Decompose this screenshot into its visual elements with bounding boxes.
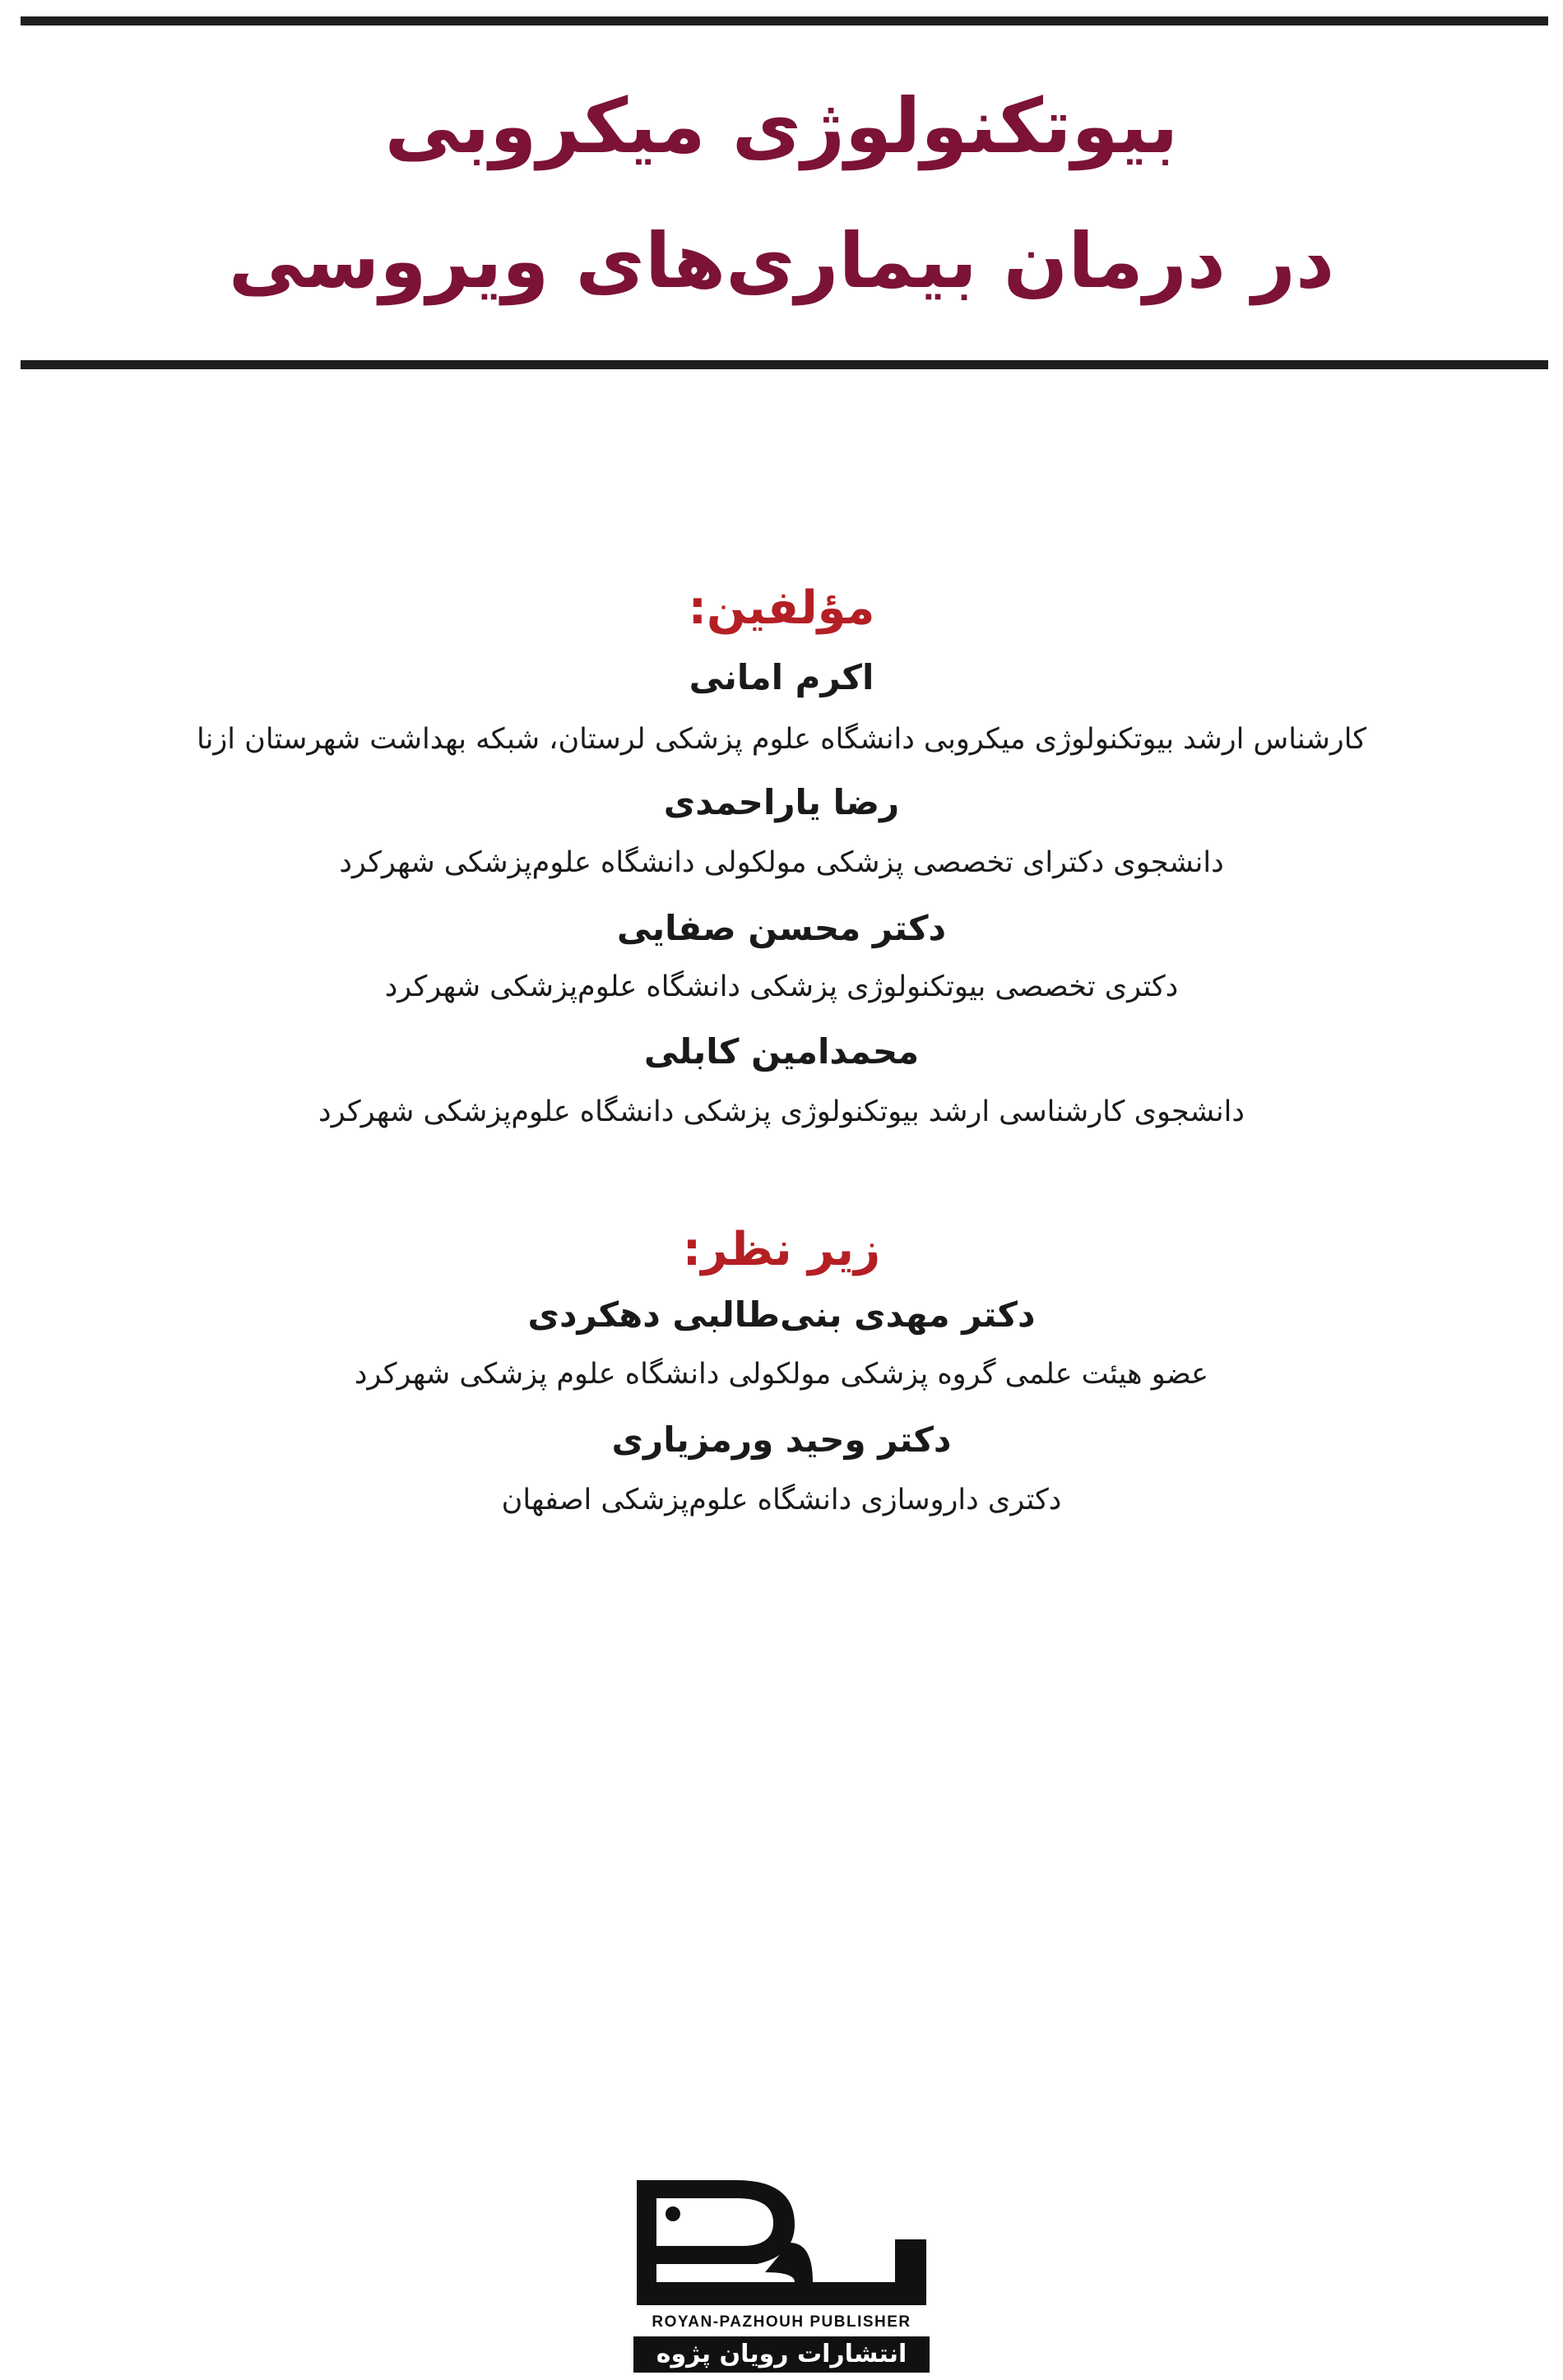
author-name: دکتر محسن صفایی bbox=[616, 908, 947, 948]
supervisor-name: دکتر وحید ورمزیاری bbox=[611, 1419, 952, 1460]
author-affiliation: دکتری تخصصی بیوتکنولوژی پزشکی دانشگاه علوم‌پزشکی شهرکرد bbox=[384, 970, 1179, 1003]
publisher-logo bbox=[633, 2175, 930, 2373]
author-affiliation: کارشناس ارشد بیوتکنولوژی میکروبی دانشگاه علوم پزشکی لرستان، شبکه بهداشت شهرستان ازنا bbox=[196, 723, 1367, 756]
supervisors-heading: زیر نظر: bbox=[682, 1223, 881, 1276]
author-affiliation: دانشجوی دکترای تخصصی پزشکی مولکولی دانشگاه علوم‌پزشکی شهرکرد bbox=[339, 846, 1224, 879]
author-name: محمدامین کابلی bbox=[643, 1031, 920, 1072]
book-title-line-1: بیوتکنولوژی میکروبی bbox=[384, 82, 1179, 170]
publisher-name-persian: انتشارات رویان پژوه bbox=[633, 2336, 930, 2373]
top-divider bbox=[21, 16, 1548, 25]
bottom-divider bbox=[21, 360, 1548, 369]
royan-pazhouh-logo-icon bbox=[633, 2175, 930, 2307]
author-name: اکرم امانی bbox=[689, 657, 874, 697]
authors-heading: مؤلفین: bbox=[688, 581, 875, 635]
publisher-name-english: ROYAN-PAZHOUH PUBLISHER bbox=[652, 2313, 911, 2331]
supervisor-affiliation: دکتری داروسازی دانشگاه علوم‌پزشکی اصفهان bbox=[501, 1484, 1062, 1516]
supervisor-affiliation: عضو هیئت علمی گروه پزشکی مولکولی دانشگاه علوم پزشکی شهرکرد bbox=[354, 1358, 1209, 1391]
author-name: رضا یاراحمدی bbox=[663, 782, 900, 822]
supervisor-name: دکتر مهدی بنی‌طالبی دهکردی bbox=[527, 1294, 1036, 1335]
book-title-line-2: در درمان بیماری‌های ویروسی bbox=[228, 217, 1335, 305]
author-affiliation: دانشجوی کارشناسی ارشد بیوتکنولوژی پزشکی دانشگاه علوم‌پزشکی شهرکرد bbox=[318, 1095, 1245, 1128]
